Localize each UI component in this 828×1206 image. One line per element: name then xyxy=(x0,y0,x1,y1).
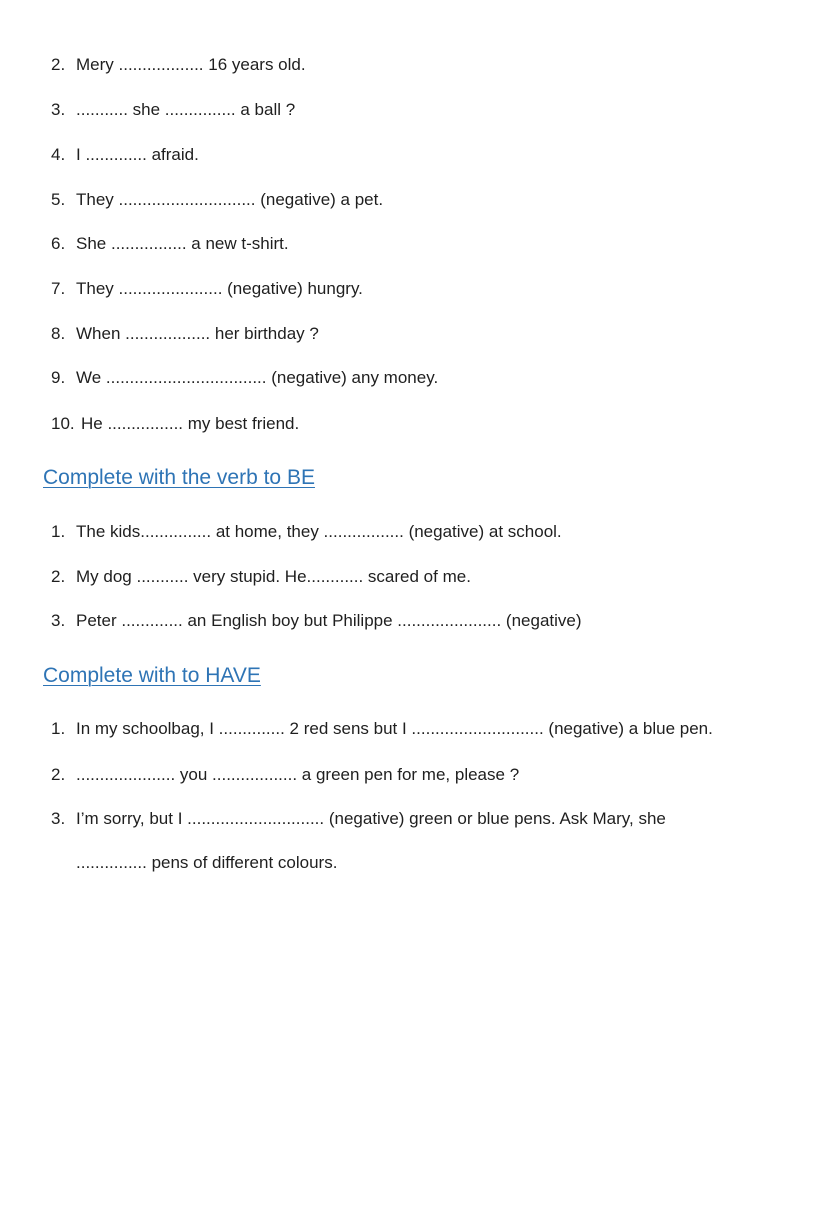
exercise-item xyxy=(51,610,582,632)
item-number: 3. xyxy=(51,809,66,828)
item-text: In my schoolbag, I .............. 2 red sens but I ............................ (negative) a blue pen. xyxy=(76,719,713,738)
item-text: She ................ a new t-shirt. xyxy=(76,234,289,253)
exercise-item xyxy=(51,233,289,255)
item-number: 4. xyxy=(51,145,66,164)
item-number: 2. xyxy=(51,567,66,586)
exercise-item xyxy=(51,99,295,121)
section-heading-be: Complete with the verb to BE xyxy=(43,466,315,489)
item-number: 10. xyxy=(51,414,75,433)
item-text: The kids............... at home, they ................. (negative) at school. xyxy=(76,522,562,541)
item-number: 6. xyxy=(51,234,66,253)
item-text: ..................... you .................. a green pen for me, please ? xyxy=(76,765,520,784)
exercise-item xyxy=(51,323,319,345)
item-number: 3. xyxy=(51,611,66,630)
item-text: I’m sorry, but I ............................. (negative) green or blue pens. Ask Mary, she xyxy=(76,809,666,828)
exercise-item xyxy=(51,566,471,588)
item-text: They ............................. (negative) a pet. xyxy=(76,190,384,209)
item-text: My dog ........... very stupid. He............ scared of me. xyxy=(76,567,471,586)
item-text: I ............. afraid. xyxy=(76,145,199,164)
item-text: Mery .................. 16 years old. xyxy=(76,55,306,74)
item-text: ........... she ............... a ball ? xyxy=(76,100,296,119)
exercise-item xyxy=(51,764,519,786)
exercise-item xyxy=(51,278,363,300)
item-text: We .................................. (negative) any money. xyxy=(76,368,439,387)
exercise-item xyxy=(51,189,383,211)
exercise-item xyxy=(51,144,199,166)
item-number: 5. xyxy=(51,190,66,209)
item-number: 2. xyxy=(51,765,66,784)
exercise-item xyxy=(51,54,306,76)
exercise-item xyxy=(51,413,299,435)
exercise-item xyxy=(51,718,713,740)
item-number: 1. xyxy=(51,719,66,738)
section-heading-have: Complete with to HAVE xyxy=(43,664,261,687)
item-number: 8. xyxy=(51,324,66,343)
exercise-item xyxy=(51,808,666,830)
item-number: 7. xyxy=(51,279,66,298)
exercise-item xyxy=(51,367,438,389)
item-number: 9. xyxy=(51,368,66,387)
item-text: They ...................... (negative) hungry. xyxy=(76,279,363,298)
item-text: When .................. her birthday ? xyxy=(76,324,319,343)
item-continuation: ............... pens of different colours. xyxy=(76,853,338,872)
item-text: He ................ my best friend. xyxy=(81,414,300,433)
item-text: Peter ............. an English boy but Philippe ...................... (negative) xyxy=(76,611,582,630)
item-number: 2. xyxy=(51,55,66,74)
item-number: 1. xyxy=(51,522,66,541)
exercise-item xyxy=(51,521,562,543)
item-number: 3. xyxy=(51,100,66,119)
